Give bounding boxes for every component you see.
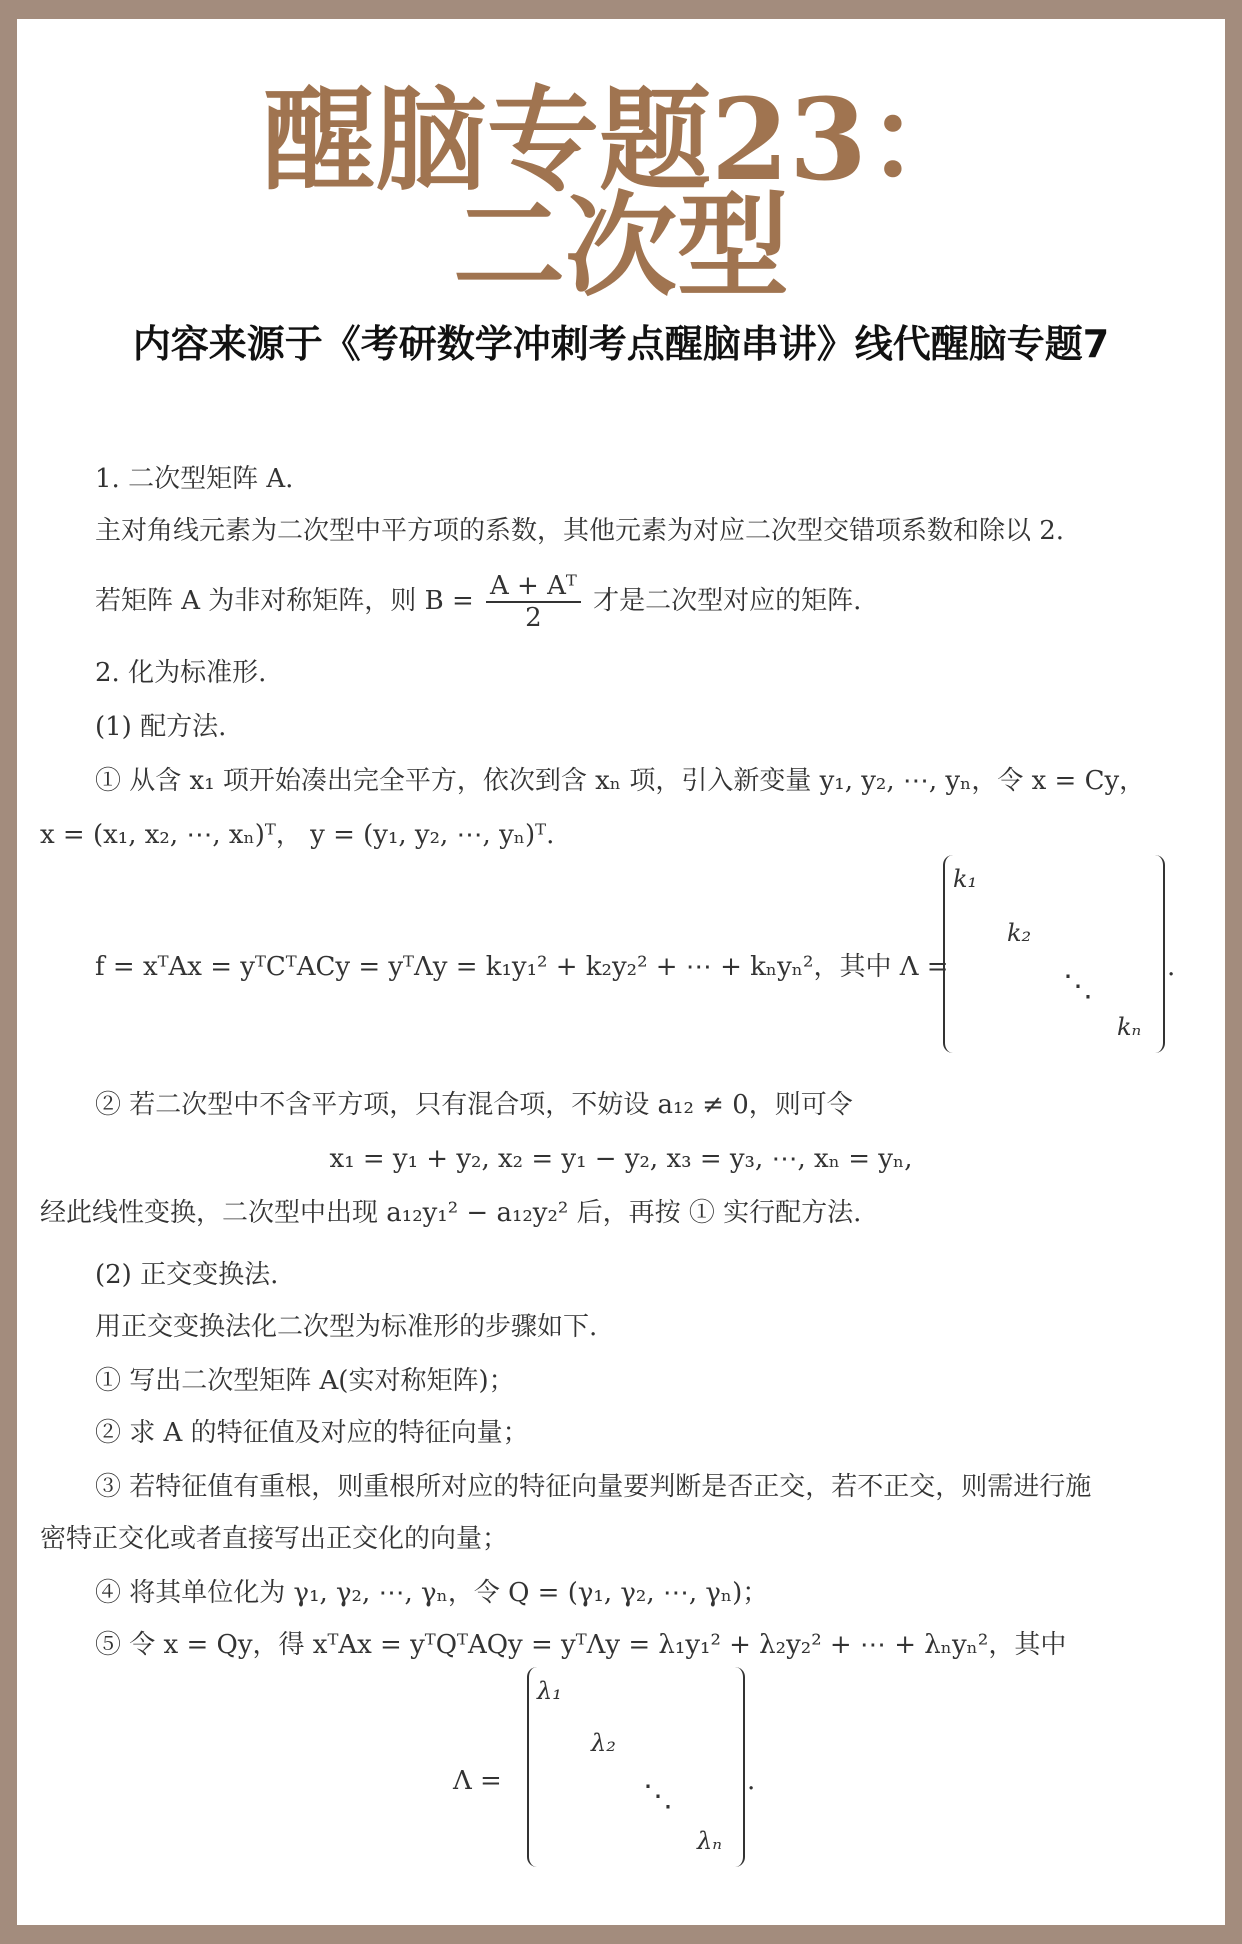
- method2-step5: ⑤ 令 x = Qy，得 xᵀAx = yᵀQᵀAQy = yᵀΛy = λ₁y₁² + λ₂y₂² + ⋯ + λₙyₙ²，其中: [95, 1630, 1067, 1660]
- section1-paragraph1: 主对角线元素为二次型中平方项的系数，其他元素为对应二次型交错项系数和除以 2.: [95, 516, 1065, 546]
- method1-heading: (1) 配方法.: [95, 712, 227, 742]
- section1-paragraph2: [95, 571, 861, 633]
- section2-heading: 2. 化为标准形.: [95, 658, 267, 688]
- fraction-denominator: 2: [525, 603, 542, 633]
- fraction-b: [486, 571, 581, 633]
- matrix-lambda-entry-n: λₙ: [697, 1827, 722, 1855]
- section1-heading: 1. 二次型矩阵 A.: [95, 464, 294, 494]
- source-subtitle: 内容来源于《考研数学冲刺考点醒脑串讲》线代醒脑专题7: [132, 322, 1110, 366]
- method1-step2-substitution: x₁ = y₁ + y₂, x₂ = y₁ − y₂, x₃ = y₃, ⋯, xₙ = yₙ,: [329, 1144, 913, 1174]
- matrix-lambda-period: .: [747, 1766, 756, 1796]
- method2-step3-line1: ③ 若特征值有重根，则重根所对应的特征向量要判断是否正交，若不正交，则需进行施: [95, 1472, 1092, 1502]
- matrix-lambda-entry1: λ₁: [537, 1677, 562, 1705]
- matrix-lambda-entry2: λ₂: [591, 1729, 616, 1757]
- lambda-lhs: Λ =: [453, 1766, 502, 1796]
- method1-step1-line1: ① 从含 x₁ 项开始凑出完全平方，依次到含 xₙ 项，引入新变量 y₁, y₂, ⋯, yₙ，令 x = Cy，: [95, 766, 1146, 796]
- method2-intro: 用正交变换法化二次型为标准形的步骤如下.: [95, 1312, 598, 1342]
- matrix-lambda: [527, 1667, 745, 1867]
- method1-step2-line1: ② 若二次型中不含平方项，只有混合项，不妨设 a₁₂ ≠ 0，则可令: [95, 1090, 853, 1120]
- method1-step1-line2: x = (x₁, x₂, ⋯, xₙ)ᵀ， y = (y₁, y₂, ⋯, yₙ)ᵀ.: [40, 820, 555, 850]
- document-page: [17, 19, 1225, 1925]
- fraction-numerator: A + Aᵀ: [486, 571, 581, 603]
- matrix-k-period: .: [1167, 952, 1176, 982]
- matrix-k: [943, 855, 1165, 1053]
- method2-heading: (2) 正交变换法.: [95, 1260, 279, 1290]
- matrix-k-entry-n: kₙ: [1117, 1013, 1142, 1041]
- matrix-k-entry1: k₁: [953, 865, 978, 893]
- main-title-line2: 二次型: [453, 181, 789, 312]
- method2-step4: ④ 将其单位化为 γ₁, γ₂, ⋯, γₙ，令 Q = (γ₁, γ₂, ⋯, γₙ)；: [95, 1578, 769, 1608]
- matrix-k-dots: ⋱: [1063, 969, 1093, 1004]
- method1-step2-line3: 经此线性变换，二次型中出现 a₁₂y₁² − a₁₂y₂² 后，再按 ① 实行配方法.: [40, 1198, 862, 1228]
- method1-formula: f = xᵀAx = yᵀCᵀACy = yᵀΛy = k₁y₁² + k₂y₂² + ⋯ + kₙyₙ²，其中 Λ =: [95, 952, 949, 982]
- section1-p2-text-b: 才是二次型对应的矩阵.: [593, 586, 862, 616]
- method2-step3-line2: 密特正交化或者直接写出正交化的向量；: [40, 1524, 509, 1554]
- method2-step2: ② 求 A 的特征值及对应的特征向量；: [95, 1418, 529, 1448]
- main-title-line1: 醒脑专题23：: [263, 75, 979, 206]
- matrix-lambda-dots: ⋱: [643, 1779, 673, 1814]
- method2-step1: ① 写出二次型矩阵 A(实对称矩阵)；: [95, 1366, 515, 1396]
- section1-p2-text-a: 若矩阵 A 为非对称矩阵，则 B =: [95, 586, 474, 616]
- matrix-k-entry2: k₂: [1007, 919, 1032, 947]
